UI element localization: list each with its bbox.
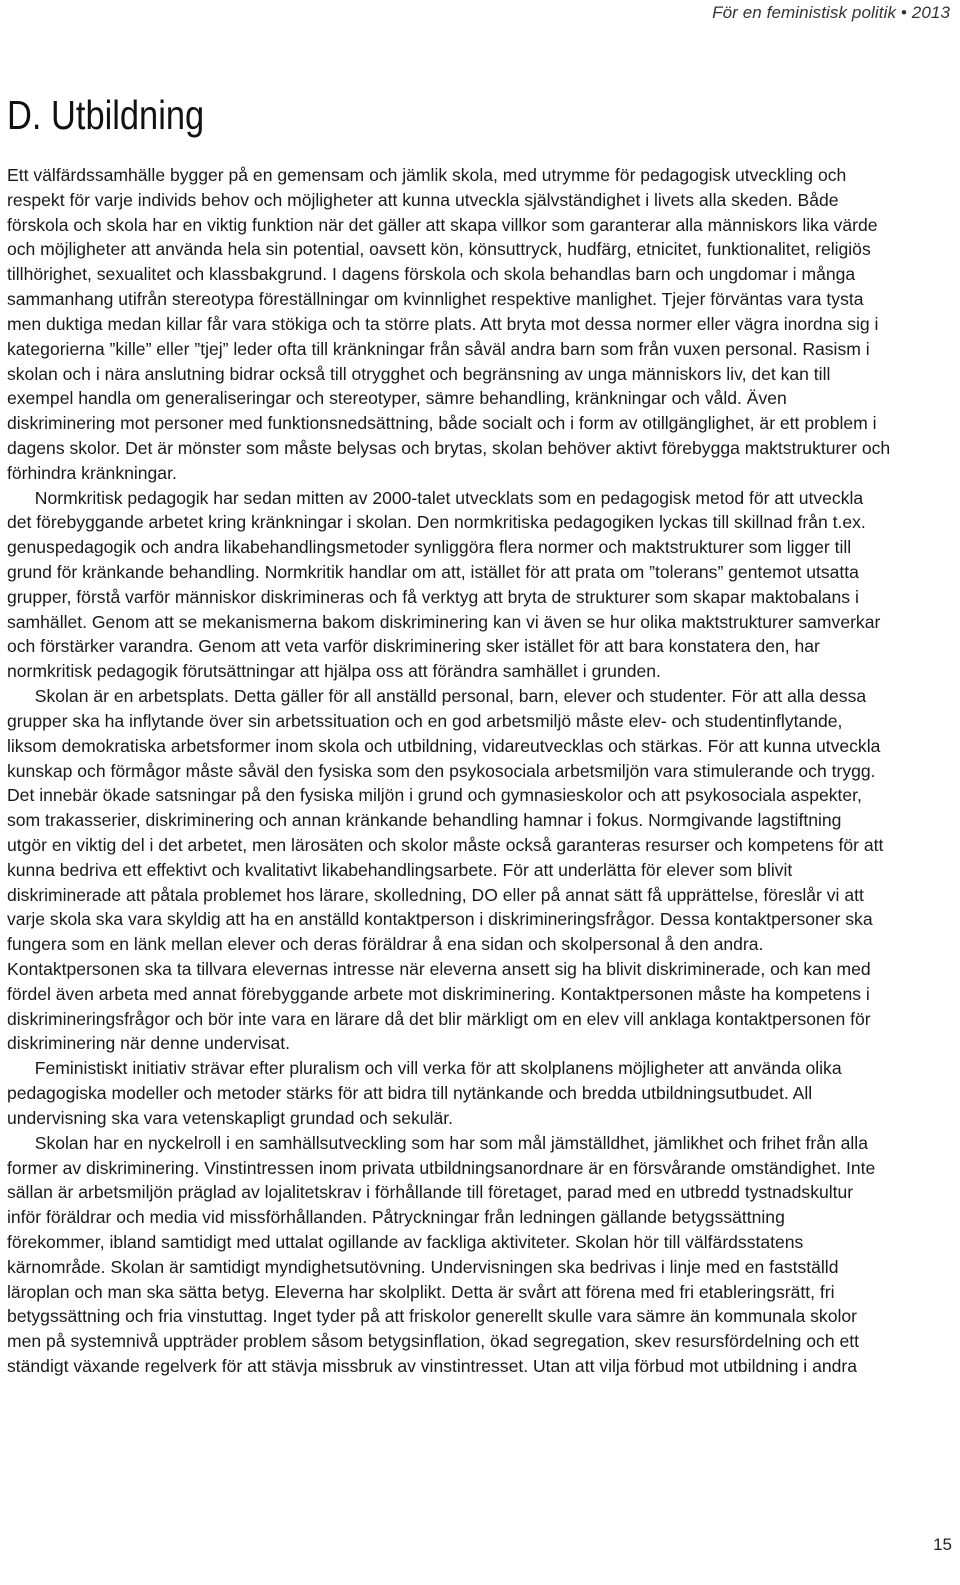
body-line: Ett välfärdssamhälle bygger på en gemensam och jämlik skola, med utrymme för pedagogisk utveckling och: [7, 165, 847, 185]
body-line: och förstärker varandra. Genom att veta varför diskriminering sker istället för att bara konstatera den, har: [7, 636, 820, 657]
body-line: normkritisk pedagogik förutsättningar att hjälpa oss att förändra samhället i grunden.: [7, 661, 661, 682]
body-line: betygssättning och fria vinstuttag. Inget tyder på att friskolor generellt skulle vara sämre än kommunala skolor: [7, 1306, 858, 1327]
body-line: varje skola ska vara skyldig att ha en anställd kontaktperson i diskrimineringsfrågor. Dessa kontaktpersoner ska: [7, 909, 873, 930]
body-line: som trakasserier, diskriminering och annan kränkande behandling hamnar i fokus. Normgivande lagstiftning: [7, 810, 842, 831]
body-line: sällan är arbetsmiljön präglad av lojalitetskrav i förhållande till företaget, parad med en utbredd tystnadskultur: [7, 1182, 854, 1203]
body-line: liksom demokratiska arbetsformer inom skola och utbildning, vidareutvecklas och stärkas. För att kunna utveckla: [7, 735, 881, 756]
body-line: diskrimineringsfrågor och bör inte vara en lärare då det blir märkligt om en elev vill anklaga kontaktpersonen för: [7, 1008, 871, 1029]
body-line: kategorierna ”kille” eller ”tjej” leder ofta till kränkningar från såväl andra barn som från vuxen personal. Rasism i: [7, 338, 870, 359]
body-line: Det innebär ökade satsningar på den fysiska miljön i grund och gymnasieskolor och att psykosociala aspekter,: [7, 785, 862, 806]
body-line: respekt för varje individs behov och möjligheter att kunna utveckla självständighet i livets alla skeden. Både: [7, 189, 839, 210]
body-line: grupper ska ha inflytande över sin arbetssituation och en god arbetsmiljö måste elev- och studentinflytande,: [7, 710, 843, 731]
body-text: [7, 163, 957, 1379]
body-line: samhället. Genom att se mekanismerna bakom diskriminering kan vi även se hur olika maktstrukturer samverkar: [7, 611, 881, 632]
body-line: Skolan är en arbetsplats. Detta gäller för all anställd personal, barn, elever och studenter. För att alla dessa: [34, 686, 867, 707]
body-line: kunskap och förmågor måste såväl den fysiska som den psykosociala arbetsmiljön vara stimulerande och trygg.: [7, 760, 876, 781]
running-header: För en feministisk politik • 2013: [712, 3, 950, 22]
section-title: D. Utbildning: [7, 92, 205, 138]
body-line: kärnområde. Skolan är samtidigt myndighetsutövning. Undervisningen ska bedrivas i linje med en fastställd: [7, 1256, 839, 1277]
body-line: Kontaktpersonen ska ta tillvara elevernas intresse när eleverna ansett sig ha blivit diskriminerade, och kan med: [7, 959, 871, 979]
body-line: förskola och skola har en viktig funktion när det gäller att skapa villkor som garanterar alla människors lika värde: [7, 214, 878, 235]
page-number: 15: [933, 1535, 952, 1554]
body-line: utgör en viktig del i det arbetet, men lärosäten och skolor måste också garanteras resurser och kompetens för att: [7, 834, 884, 855]
body-line: former av diskriminering. Vinstintressen inom privata utbildningsanordnare är en försvårande omständighet. Inte: [7, 1157, 876, 1178]
body-line: exempel handla om generaliseringar och stereotyper, sämre behandling, kränkningar och våld. Även: [7, 388, 787, 409]
body-line: Skolan har en nyckelroll i en samhällsutveckling som har som mål jämställdhet, jämlikhet och frihet från alla: [34, 1132, 868, 1153]
body-line: skolan och i nära anslutning bidrar också till otrygghet och begränsning av unga människors liv, det kan till: [7, 363, 831, 384]
body-line: sammanhang utifrån stereotypa föreställningar om kvinnlighet respektive manlighet. Tjejer förväntas vara tysta: [7, 289, 864, 310]
body-line: kunna bedriva ett effektivt och kvalitativt likabehandlingsarbete. För att underlätta för elever som blivit: [7, 859, 793, 880]
body-line: förekommer, ibland samtidigt med uttalat ogillande av fackliga aktiviteter. Skolan hör till välfärdsstatens: [7, 1231, 804, 1252]
body-line: diskriminerade att påtala problemet hos lärare, skolledning, DO eller på annat sätt få upprättelse, föreslår vi att: [7, 884, 864, 905]
body-line: grund för kränkande behandling. Normkritik handlar om att, istället för att prata om ”tolerans” gentemot utsatta: [7, 562, 859, 582]
body-line: men duktiga medan killar får vara stökiga och ta större plats. Att bryta mot dessa normer eller vägra inordna sig i: [7, 313, 879, 334]
body-line: grupper, förstå varför människor diskrimineras och få verktyg att bryta de strukturer som skapar maktobalans i: [7, 586, 859, 607]
body-line: undervisning ska vara vetenskapligt grundad och sekulär.: [7, 1107, 454, 1128]
body-line: ständigt växande regelverk för att stävja missbruk av vinstintresset. Utan att vilja förbud mot utbildning i andra: [7, 1356, 858, 1376]
body-line: läroplan och man ska sätta betyg. Eleverna har skolplikt. Detta är svårt att förena med fri etableringsrätt, fri: [7, 1281, 835, 1302]
body-line: men på systemnivå uppträder problem såsom betygsinflation, ökad segregation, skev resursfördelning och ett: [7, 1331, 859, 1352]
body-line: dagens skolor. Det är mönster som måste belysas och brytas, skolan behöver aktivt förebygga maktstrukturer och: [7, 437, 891, 458]
body-line: Normkritisk pedagogik har sedan mitten av 2000-talet utvecklats som en pedagogisk metod för att utveckla: [34, 487, 864, 508]
body-line: diskriminering när denne undervisat.: [7, 1033, 291, 1054]
body-line: inför föräldrar och media vid missförhållanden. Påtryckningar från ledningen gällande betygssättning: [7, 1207, 785, 1228]
body-line: pedagogiska modeller och metoder stärks för att bidra till nytänkande och bredda utbildningsutbudet. All: [7, 1083, 813, 1104]
body-line: tillhörighet, sexualitet och klassbakgrund. I dagens förskola och skola behandlas barn och ungdomar i många: [7, 264, 856, 285]
body-line: förhindra kränkningar.: [7, 462, 177, 483]
body-line: diskriminering mot personer med funktionsnedsättning, både socialt och i form av otillgänglighet, är ett problem i: [7, 413, 877, 434]
body-line: Feministiskt initiativ strävar efter pluralism och vill verka för att skolplanens möjligheter att använda olika: [34, 1058, 842, 1079]
body-line: och möjligheter att använda hela sin potential, oavsett kön, könsuttryck, hudfärg, etnicitet, funktionalitet, religiös: [7, 239, 871, 260]
body-line: fördel även arbeta med annat förebyggande arbete mot diskriminering. Kontaktpersonen måste ha kompetens i: [7, 983, 870, 1004]
body-line: fungera som en länk mellan elever och deras föräldrar å ena sidan och skolpersonal å den andra.: [7, 934, 764, 955]
body-line: genuspedagogik och andra likabehandlingsmetoder synliggöra flera normer och maktstrukturer som ligger till: [7, 537, 852, 558]
body-line: det förebyggande arbetet kring kränkningar i skolan. Den normkritiska pedagogiken lyckas till skillnad från t.ex.: [7, 512, 866, 533]
